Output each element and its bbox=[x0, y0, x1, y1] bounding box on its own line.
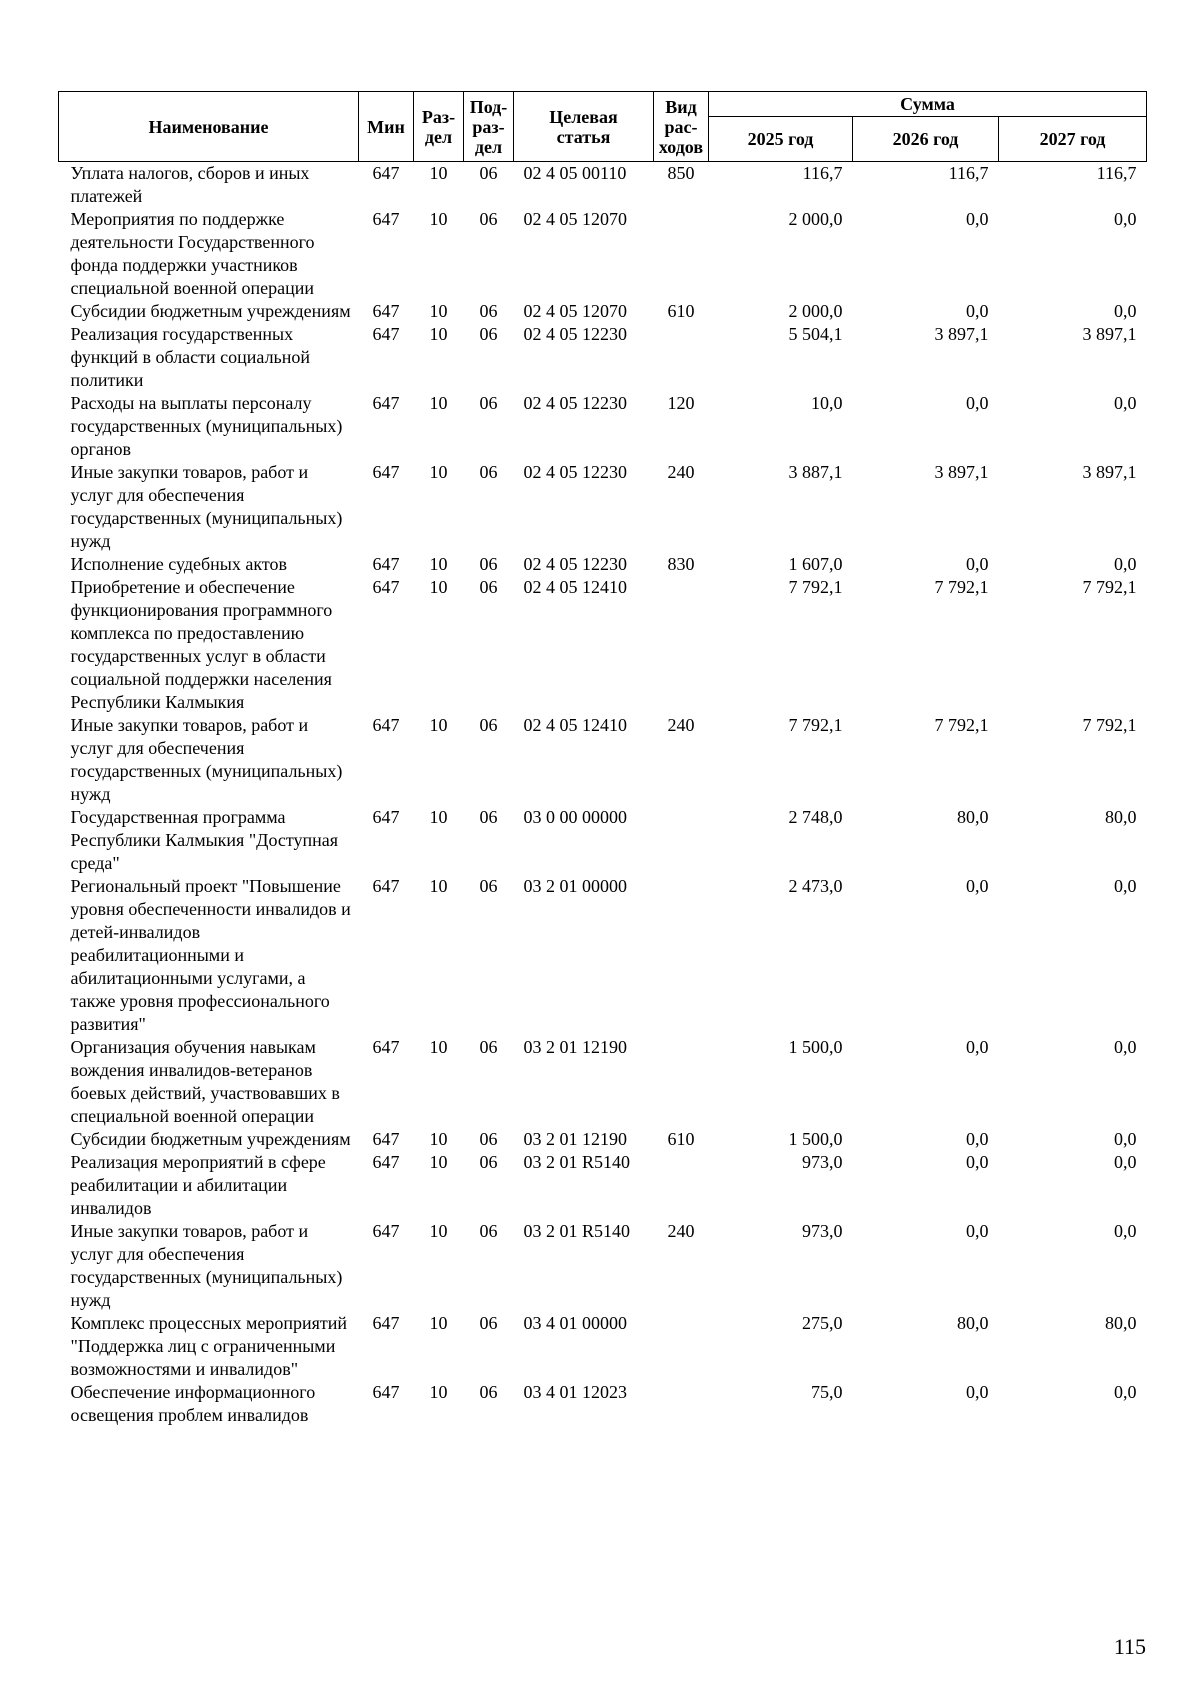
cell-2026: 0,0 bbox=[966, 1129, 989, 1149]
table-body bbox=[59, 162, 1147, 1428]
cell-razdel: 10 bbox=[429, 393, 448, 413]
table-row bbox=[59, 461, 1147, 553]
cell-podrazdel: 06 bbox=[479, 324, 498, 344]
cell-min: 647 bbox=[372, 1221, 400, 1241]
cell-razdel: 10 bbox=[429, 1152, 448, 1172]
table-row bbox=[59, 300, 1147, 323]
cell-razdel: 10 bbox=[429, 807, 448, 827]
cell-kind: 830 bbox=[667, 554, 695, 574]
cell-razdel: 10 bbox=[429, 1313, 448, 1333]
cell-2026: 7 792,1 bbox=[934, 715, 989, 735]
cell-target: 03 4 01 12023 bbox=[523, 1382, 627, 1402]
cell-target: 02 4 05 12230 bbox=[523, 393, 627, 413]
cell-name: Организация обучения навыкам вождения инвалидов-ветеранов боевых действий, участвовавших в специальной военной операции bbox=[70, 1037, 340, 1126]
cell-2025: 1 500,0 bbox=[788, 1129, 843, 1149]
header-year-2027: 2027 год bbox=[999, 117, 1147, 162]
cell-2026: 0,0 bbox=[966, 1221, 989, 1241]
cell-kind bbox=[654, 1036, 709, 1128]
cell-name: Иные закупки товаров, работ и услуг для обеспечения государственных (муниципальных) нужд bbox=[70, 462, 343, 551]
cell-2025: 973,0 bbox=[802, 1221, 843, 1241]
cell-min: 647 bbox=[372, 462, 400, 482]
cell-2025: 1 607,0 bbox=[788, 554, 843, 574]
cell-2025: 75,0 bbox=[811, 1382, 843, 1402]
table-row bbox=[59, 1381, 1147, 1427]
cell-2027: 0,0 bbox=[1114, 1152, 1137, 1172]
cell-razdel: 10 bbox=[429, 554, 448, 574]
cell-name: Уплата налогов, сборов и иных платежей bbox=[70, 163, 310, 206]
cell-podrazdel: 06 bbox=[479, 1382, 498, 1402]
cell-name: Мероприятия по поддержке деятельности Государственного фонда поддержки участников специальной военной операции bbox=[70, 209, 315, 298]
cell-min: 647 bbox=[372, 1152, 400, 1172]
cell-podrazdel: 06 bbox=[479, 209, 498, 229]
cell-kind: 610 bbox=[667, 1129, 695, 1149]
cell-min: 647 bbox=[372, 301, 400, 321]
cell-razdel: 10 bbox=[429, 462, 448, 482]
cell-podrazdel: 06 bbox=[479, 163, 498, 183]
header-razdel: Раз- дел bbox=[414, 92, 464, 162]
cell-2027: 80,0 bbox=[1105, 1313, 1137, 1333]
cell-min: 647 bbox=[372, 1037, 400, 1057]
cell-target: 02 4 05 12230 bbox=[523, 554, 627, 574]
cell-2025: 1 500,0 bbox=[788, 1037, 843, 1057]
table-row bbox=[59, 323, 1147, 392]
cell-min: 647 bbox=[372, 324, 400, 344]
cell-2027: 0,0 bbox=[1114, 1037, 1137, 1057]
cell-min: 647 bbox=[372, 209, 400, 229]
cell-podrazdel: 06 bbox=[479, 1129, 498, 1149]
cell-kind bbox=[654, 806, 709, 875]
cell-kind: 240 bbox=[667, 1221, 695, 1241]
cell-min: 647 bbox=[372, 876, 400, 896]
table-row bbox=[59, 875, 1147, 1036]
cell-kind bbox=[654, 1312, 709, 1381]
cell-target: 03 4 01 00000 bbox=[523, 1313, 627, 1333]
cell-min: 647 bbox=[372, 163, 400, 183]
cell-name: Субсидии бюджетным учреждениям bbox=[70, 1129, 351, 1149]
cell-kind bbox=[654, 208, 709, 300]
cell-min: 647 bbox=[372, 554, 400, 574]
header-min: Мин bbox=[359, 92, 414, 162]
cell-2026: 0,0 bbox=[966, 209, 989, 229]
header-year-2025: 2025 год bbox=[709, 117, 853, 162]
cell-name: Обеспечение информационного освещения проблем инвалидов bbox=[70, 1382, 316, 1425]
table-row bbox=[59, 576, 1147, 714]
table-row bbox=[59, 162, 1147, 209]
cell-2025: 2 000,0 bbox=[788, 209, 843, 229]
table-row bbox=[59, 208, 1147, 300]
cell-target: 02 4 05 12410 bbox=[523, 577, 627, 597]
cell-2027: 80,0 bbox=[1105, 807, 1137, 827]
table-row bbox=[59, 1128, 1147, 1151]
cell-2027: 7 792,1 bbox=[1082, 577, 1137, 597]
cell-2027: 0,0 bbox=[1114, 1221, 1137, 1241]
cell-razdel: 10 bbox=[429, 1382, 448, 1402]
cell-2025: 275,0 bbox=[802, 1313, 843, 1333]
cell-target: 02 4 05 12070 bbox=[523, 301, 627, 321]
cell-podrazdel: 06 bbox=[479, 876, 498, 896]
cell-name: Иные закупки товаров, работ и услуг для обеспечения государственных (муниципальных) нужд bbox=[70, 715, 343, 804]
cell-2026: 3 897,1 bbox=[934, 324, 989, 344]
table-row bbox=[59, 714, 1147, 806]
header-kind: Вид рас- ходов bbox=[654, 92, 709, 162]
page-number: 115 bbox=[1113, 1634, 1146, 1659]
table-row bbox=[59, 1312, 1147, 1381]
cell-kind bbox=[654, 323, 709, 392]
cell-2025: 7 792,1 bbox=[788, 715, 843, 735]
cell-2027: 0,0 bbox=[1114, 554, 1137, 574]
cell-min: 647 bbox=[372, 1313, 400, 1333]
cell-kind bbox=[654, 576, 709, 714]
cell-razdel: 10 bbox=[429, 324, 448, 344]
cell-kind: 610 bbox=[667, 301, 695, 321]
cell-podrazdel: 06 bbox=[479, 715, 498, 735]
cell-min: 647 bbox=[372, 1382, 400, 1402]
cell-kind: 240 bbox=[667, 462, 695, 482]
cell-kind bbox=[654, 1381, 709, 1427]
cell-kind bbox=[654, 875, 709, 1036]
cell-name: Расходы на выплаты персоналу государственных (муниципальных) органов bbox=[70, 393, 343, 459]
cell-kind: 850 bbox=[667, 163, 695, 183]
cell-name: Комплекс процессных мероприятий "Поддержка лиц с ограниченными возможностями и инвалидов" bbox=[70, 1313, 348, 1379]
cell-razdel: 10 bbox=[429, 1129, 448, 1149]
table-row bbox=[59, 392, 1147, 461]
cell-2025: 116,7 bbox=[802, 163, 843, 183]
cell-podrazdel: 06 bbox=[479, 1152, 498, 1172]
cell-2025: 3 887,1 bbox=[788, 462, 843, 482]
cell-name: Исполнение судебных актов bbox=[70, 554, 288, 574]
cell-target: 03 2 01 12190 bbox=[523, 1129, 627, 1149]
cell-name: Иные закупки товаров, работ и услуг для обеспечения государственных (муниципальных) нужд bbox=[70, 1221, 343, 1310]
cell-razdel: 10 bbox=[429, 876, 448, 896]
cell-2026: 80,0 bbox=[957, 807, 989, 827]
cell-2025: 7 792,1 bbox=[788, 577, 843, 597]
cell-name: Региональный проект "Повышение уровня обеспеченности инвалидов и детей-инвалидов реабилитационными и абилитационными услугами, а также уровня профессионального развития" bbox=[70, 876, 351, 1034]
table-row bbox=[59, 1151, 1147, 1220]
table-row bbox=[59, 1036, 1147, 1128]
cell-2026: 80,0 bbox=[957, 1313, 989, 1333]
cell-2026: 0,0 bbox=[966, 1037, 989, 1057]
cell-kind: 120 bbox=[667, 393, 695, 413]
cell-target: 03 2 01 12190 bbox=[523, 1037, 627, 1057]
header-target: Целевая статья bbox=[514, 92, 654, 162]
cell-2025: 5 504,1 bbox=[788, 324, 843, 344]
cell-2026: 0,0 bbox=[966, 393, 989, 413]
cell-target: 03 2 01 00000 bbox=[523, 876, 627, 896]
table-row bbox=[59, 553, 1147, 576]
cell-target: 02 4 05 12230 bbox=[523, 324, 627, 344]
cell-podrazdel: 06 bbox=[479, 1221, 498, 1241]
cell-razdel: 10 bbox=[429, 577, 448, 597]
cell-2027: 0,0 bbox=[1114, 1129, 1137, 1149]
cell-name: Субсидии бюджетным учреждениям bbox=[70, 301, 351, 321]
header-name: Наименование bbox=[59, 92, 359, 162]
cell-2027: 0,0 bbox=[1114, 393, 1137, 413]
cell-name: Реализация мероприятий в сфере реабилитации и абилитации инвалидов bbox=[70, 1152, 326, 1218]
table-row bbox=[59, 806, 1147, 875]
cell-razdel: 10 bbox=[429, 1221, 448, 1241]
cell-min: 647 bbox=[372, 715, 400, 735]
cell-2025: 2 000,0 bbox=[788, 301, 843, 321]
cell-podrazdel: 06 bbox=[479, 393, 498, 413]
cell-podrazdel: 06 bbox=[479, 1037, 498, 1057]
cell-2027: 0,0 bbox=[1114, 301, 1137, 321]
cell-2026: 0,0 bbox=[966, 301, 989, 321]
header-year-2026: 2026 год bbox=[853, 117, 999, 162]
cell-2027: 3 897,1 bbox=[1082, 324, 1137, 344]
cell-target: 03 2 01 R5140 bbox=[523, 1152, 631, 1172]
table-row bbox=[59, 1220, 1147, 1312]
cell-2027: 7 792,1 bbox=[1082, 715, 1137, 735]
cell-name: Приобретение и обеспечение функционирования программного комплекса по предоставлению государственных услуг в области социальной поддержки населения Республики Калмыкия bbox=[70, 577, 333, 712]
cell-razdel: 10 bbox=[429, 1037, 448, 1057]
header-sum: Сумма bbox=[709, 92, 1147, 117]
cell-target: 03 0 00 00000 bbox=[523, 807, 627, 827]
cell-min: 647 bbox=[372, 807, 400, 827]
cell-2027: 0,0 bbox=[1114, 209, 1137, 229]
cell-kind bbox=[654, 1151, 709, 1220]
cell-2026: 3 897,1 bbox=[934, 462, 989, 482]
cell-2026: 0,0 bbox=[966, 1382, 989, 1402]
cell-2026: 0,0 bbox=[966, 554, 989, 574]
cell-razdel: 10 bbox=[429, 715, 448, 735]
table-header bbox=[59, 92, 1147, 162]
cell-podrazdel: 06 bbox=[479, 462, 498, 482]
cell-2025: 10,0 bbox=[811, 393, 843, 413]
cell-podrazdel: 06 bbox=[479, 554, 498, 574]
cell-razdel: 10 bbox=[429, 209, 448, 229]
cell-2026: 7 792,1 bbox=[934, 577, 989, 597]
cell-razdel: 10 bbox=[429, 163, 448, 183]
cell-podrazdel: 06 bbox=[479, 1313, 498, 1333]
cell-min: 647 bbox=[372, 1129, 400, 1149]
header-podrazdel: Под- раз- дел bbox=[464, 92, 514, 162]
cell-kind: 240 bbox=[667, 715, 695, 735]
cell-target: 02 4 05 12230 bbox=[523, 462, 627, 482]
cell-2026: 0,0 bbox=[966, 1152, 989, 1172]
cell-2027: 0,0 bbox=[1114, 1382, 1137, 1402]
cell-2026: 116,7 bbox=[948, 163, 989, 183]
budget-table bbox=[58, 91, 1147, 1427]
cell-podrazdel: 06 bbox=[479, 577, 498, 597]
cell-2027: 3 897,1 bbox=[1082, 462, 1137, 482]
cell-target: 03 2 01 R5140 bbox=[523, 1221, 631, 1241]
cell-target: 02 4 05 00110 bbox=[523, 163, 627, 183]
cell-podrazdel: 06 bbox=[479, 301, 498, 321]
cell-2025: 2 473,0 bbox=[788, 876, 843, 896]
cell-podrazdel: 06 bbox=[479, 807, 498, 827]
cell-2027: 116,7 bbox=[1096, 163, 1137, 183]
cell-target: 02 4 05 12070 bbox=[523, 209, 627, 229]
cell-2025: 973,0 bbox=[802, 1152, 843, 1172]
cell-2025: 2 748,0 bbox=[788, 807, 843, 827]
cell-2027: 0,0 bbox=[1114, 876, 1137, 896]
cell-razdel: 10 bbox=[429, 301, 448, 321]
cell-2026: 0,0 bbox=[966, 876, 989, 896]
cell-min: 647 bbox=[372, 393, 400, 413]
cell-name: Реализация государственных функций в области социальной политики bbox=[70, 324, 311, 390]
cell-name: Государственная программа Республики Калмыкия "Доступная среда" bbox=[70, 807, 339, 873]
cell-min: 647 bbox=[372, 577, 400, 597]
cell-target: 02 4 05 12410 bbox=[523, 715, 627, 735]
